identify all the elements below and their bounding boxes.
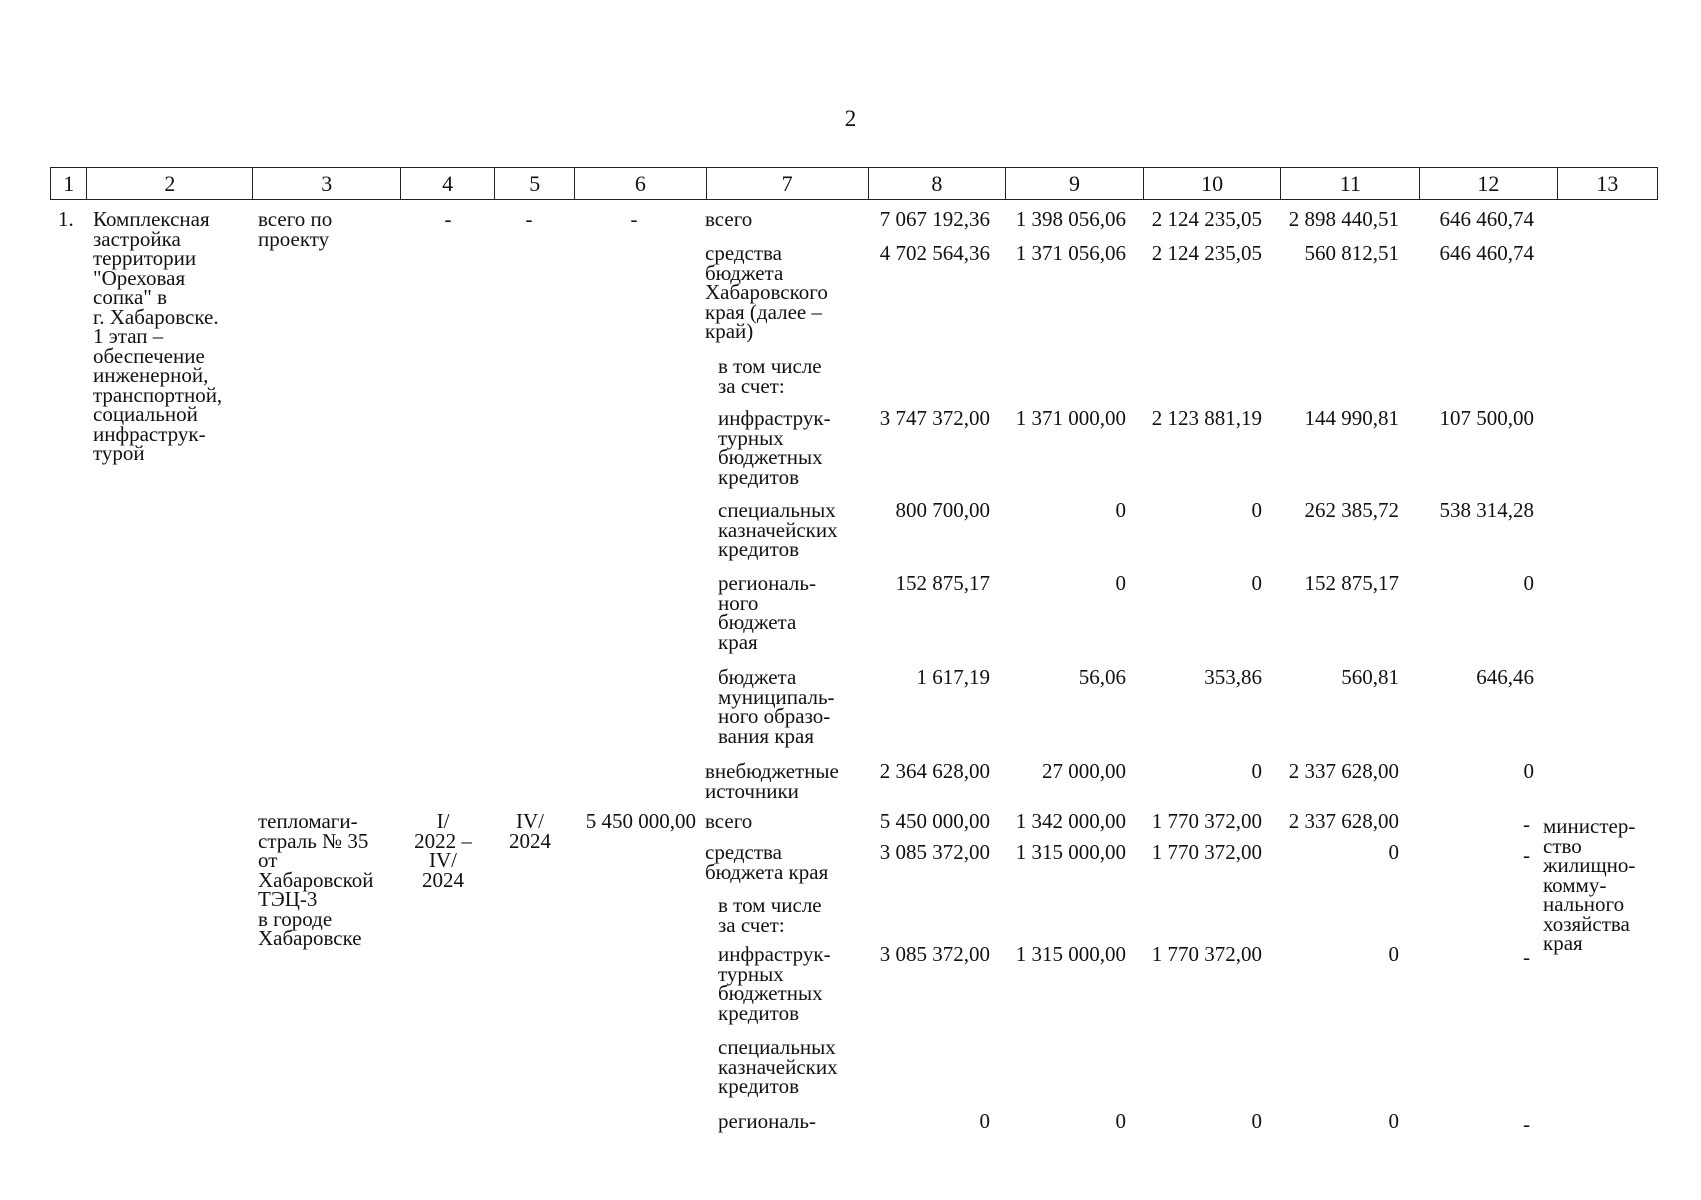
value-col9: 0: [1115, 571, 1126, 595]
value-col8: 1 617,19: [916, 665, 990, 689]
text-line: внебюджетные: [705, 759, 839, 783]
value-col9: 0: [1115, 498, 1126, 522]
text-line: министер-: [1543, 814, 1636, 838]
text-line: казначейских: [718, 517, 838, 542]
text-line: турой: [93, 441, 145, 465]
responsible-executor: [1543, 814, 1636, 955]
start-period: -: [444, 207, 452, 231]
text-line: специальных: [718, 498, 836, 522]
text-line: источники: [705, 778, 799, 803]
column-number: 9: [1006, 168, 1144, 200]
text-line: кредитов: [718, 537, 799, 561]
text-line: средства: [705, 241, 783, 265]
value-col11: 560 812,51: [1304, 241, 1399, 265]
value-col12: -: [1523, 945, 1530, 969]
text-line: за счет:: [718, 373, 785, 398]
column-number: 11: [1281, 168, 1420, 200]
text-line: инфраструк-: [718, 406, 831, 430]
column-number: 4: [401, 168, 495, 200]
funding-label: [718, 893, 822, 937]
value-col10: 1 770 372,00: [1151, 809, 1262, 833]
text-line: транспортной,: [93, 382, 223, 407]
value-col11: 0: [1388, 1109, 1399, 1133]
text-line: вания края: [718, 723, 815, 748]
text-line: бюджета края: [705, 859, 829, 884]
value-col10: 1 770 372,00: [1151, 840, 1262, 864]
text-line: Хабаровской: [258, 867, 374, 892]
value-col9: 56,06: [1078, 665, 1126, 689]
funding-label: [718, 1109, 816, 1133]
value-col8: 4 702 564,36: [879, 241, 990, 265]
text-line: в том числе: [718, 354, 822, 378]
text-line: края: [718, 629, 758, 654]
text-line: от: [258, 848, 278, 872]
funding-label: [718, 354, 822, 398]
value-col8: 5 450 000,00: [879, 809, 990, 833]
column-number-header: [50, 167, 1658, 200]
value-col12: -: [1523, 843, 1530, 867]
column-number: 6: [575, 168, 707, 200]
text-line: за счет:: [718, 912, 785, 937]
text-line: всего по: [258, 207, 333, 231]
value-col10: 1 770 372,00: [1151, 942, 1262, 966]
value-col12: 646 460,74: [1439, 241, 1534, 265]
value-col11: 0: [1388, 840, 1399, 864]
value-col12: 646,46: [1476, 665, 1534, 689]
funding-label: [718, 942, 831, 1025]
value-col11: 152 875,17: [1304, 571, 1399, 595]
column-number: 2: [87, 168, 253, 200]
row-number: 1.: [58, 207, 74, 231]
column-number: 5: [495, 168, 575, 200]
object-name: [258, 809, 374, 950]
text-line: турных: [718, 961, 784, 986]
value-col11: 0: [1388, 942, 1399, 966]
funding-label: [705, 241, 828, 343]
text-line: кредитов: [718, 1000, 799, 1025]
text-line: бюджетных: [718, 445, 823, 469]
value-col11: 560,81: [1341, 665, 1399, 689]
value-col9: 0: [1115, 1109, 1126, 1133]
text-line: казначейских: [718, 1054, 838, 1079]
value-col12: -: [1523, 1112, 1530, 1136]
value-col12: -: [1523, 812, 1530, 836]
text-line: проекту: [258, 226, 330, 251]
value-col11: 2 337 628,00: [1288, 759, 1399, 783]
text-line: региональ-: [718, 571, 816, 595]
value-col10: 2 123 881,19: [1151, 406, 1262, 430]
text-line: хозяйства: [1543, 911, 1630, 936]
text-line: инфраструк-: [718, 942, 831, 966]
value-col11: 2 337 628,00: [1288, 809, 1399, 833]
value-col11: 144 990,81: [1304, 406, 1399, 430]
text-line: всего: [705, 207, 753, 231]
funding-label: [718, 1035, 838, 1098]
column-number: 13: [1557, 168, 1657, 200]
text-line: г. Хабаровске.: [93, 304, 219, 329]
text-line: региональ-: [718, 1109, 816, 1133]
column-number: 7: [706, 168, 868, 200]
text-line: края (далее –: [705, 299, 822, 324]
value-col9: 1 342 000,00: [1015, 809, 1126, 833]
value-col9: 1 398 056,06: [1015, 207, 1126, 231]
value-col9: 1 315 000,00: [1015, 942, 1126, 966]
value-col8: 0: [979, 1109, 990, 1133]
text-line: "Ореховая: [93, 265, 186, 290]
cost-estimate: 5 450 000,00: [585, 809, 696, 833]
text-line: застройка: [93, 226, 181, 251]
funding-label: [705, 840, 829, 884]
text-line: средства: [705, 840, 783, 864]
text-line: обеспечение: [93, 343, 205, 368]
text-line: территории: [93, 246, 197, 270]
value-col10: 2 124 235,05: [1151, 241, 1262, 265]
object-name: [258, 207, 333, 251]
value-col8: 3 085 372,00: [879, 942, 990, 966]
text-line: страль № 35: [258, 828, 369, 853]
text-line: бюджета: [718, 610, 797, 634]
text-line: 2022 –: [414, 828, 472, 853]
value-col9: 27 000,00: [1042, 759, 1126, 783]
text-line: всего: [705, 809, 753, 833]
text-line: кредитов: [718, 1074, 799, 1098]
funding-label: [718, 665, 835, 748]
text-line: инженерной,: [93, 363, 209, 387]
value-col12: 107 500,00: [1439, 406, 1534, 430]
column-number: 8: [868, 168, 1006, 200]
value-col12: 0: [1523, 759, 1534, 783]
value-col9: 1 315 000,00: [1015, 840, 1126, 864]
text-line: ТЭЦ-3: [258, 887, 318, 911]
value-col8: 7 067 192,36: [879, 207, 990, 231]
text-line: 2024: [509, 828, 551, 853]
value-col8: 2 364 628,00: [879, 759, 990, 783]
start-period: [403, 809, 483, 892]
value-col12: 646 460,74: [1439, 207, 1534, 231]
text-line: сопка" в: [93, 285, 168, 309]
funding-label: [705, 759, 839, 803]
column-number: 10: [1143, 168, 1281, 200]
funding-label: [705, 809, 753, 833]
text-line: комму-: [1543, 872, 1607, 897]
column-number: 3: [253, 168, 401, 200]
value-col8: 152 875,17: [895, 571, 990, 595]
value-col10: 353,86: [1204, 665, 1262, 689]
text-line: ство: [1543, 833, 1582, 858]
value-col10: 2 124 235,05: [1151, 207, 1262, 231]
value-col12: 538 314,28: [1439, 498, 1534, 522]
text-line: бюджета: [718, 665, 797, 689]
project-name: [93, 207, 223, 465]
funding-label: [705, 207, 753, 231]
text-line: специальных: [718, 1035, 836, 1059]
funding-label: [718, 498, 838, 561]
value-col11: 262 385,72: [1304, 498, 1399, 522]
text-line: Хабаровске: [258, 926, 362, 950]
end-period: -: [525, 207, 533, 231]
funding-label: [718, 406, 831, 489]
text-line: социальной: [93, 402, 198, 426]
value-col9: 1 371 056,06: [1015, 241, 1126, 265]
value-col9: 1 371 000,00: [1015, 406, 1126, 430]
text-line: 2024: [422, 867, 464, 892]
text-line: инфраструк-: [93, 421, 206, 446]
text-line: I/: [436, 809, 450, 833]
page-number: 2: [844, 106, 857, 131]
cost-estimate: -: [630, 207, 638, 231]
value-col10: 0: [1251, 498, 1262, 522]
text-line: края: [1543, 931, 1583, 955]
value-col10: 0: [1251, 571, 1262, 595]
column-number: 12: [1420, 168, 1558, 200]
text-line: ного образо-: [718, 704, 831, 728]
value-col10: 0: [1251, 1109, 1262, 1133]
text-line: IV/: [516, 809, 544, 833]
text-line: нального: [1543, 892, 1625, 916]
value-col8: 3 747 372,00: [879, 406, 990, 430]
text-line: муниципаль-: [718, 684, 835, 709]
funding-label: [718, 571, 816, 654]
text-line: бюджета: [705, 260, 784, 285]
text-line: бюджетных: [718, 981, 823, 1005]
text-line: ного: [718, 590, 759, 615]
text-line: в городе: [258, 906, 333, 931]
text-line: Комплексная: [93, 207, 210, 231]
text-line: турных: [718, 425, 784, 450]
text-line: край): [705, 319, 754, 343]
value-col8: 3 085 372,00: [879, 840, 990, 864]
text-line: тепломаги-: [258, 809, 358, 833]
value-col10: 0: [1251, 759, 1262, 783]
value-col11: 2 898 440,51: [1288, 207, 1399, 231]
text-line: 1 этап –: [93, 324, 164, 348]
text-line: жилищно-: [1543, 853, 1636, 877]
text-line: Хабаровского: [705, 280, 828, 304]
text-line: IV/: [429, 848, 457, 872]
value-col8: 800 700,00: [895, 498, 990, 522]
end-period: [492, 809, 568, 853]
column-number: 1: [51, 168, 87, 200]
value-col12: 0: [1523, 571, 1534, 595]
text-line: кредитов: [718, 464, 799, 489]
text-line: в том числе: [718, 893, 822, 917]
